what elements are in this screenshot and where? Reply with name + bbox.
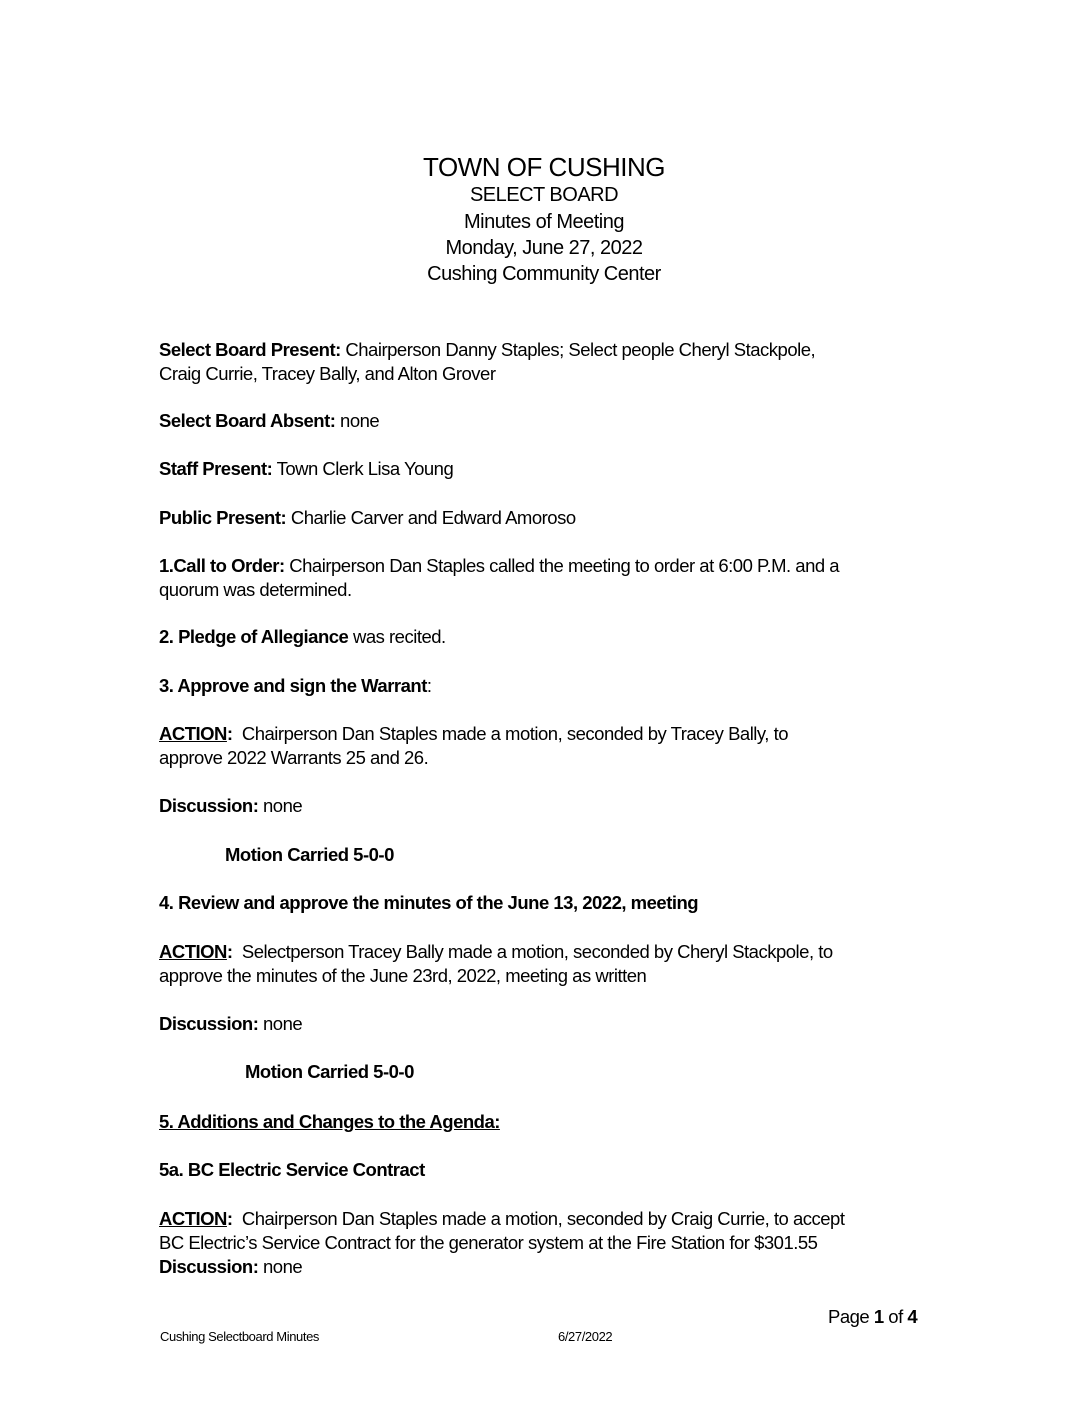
call-to-order-text: Chairperson Dan Staples called the meeting to order at 6:00 P.M. and a xyxy=(284,555,840,576)
bc-discussion-label: Discussion: xyxy=(159,1256,259,1277)
bc-electric-action xyxy=(159,1207,949,1279)
public-present-text: Charlie Carver and Edward Amoroso xyxy=(286,507,576,528)
additions-heading xyxy=(159,1110,949,1134)
warrant-discussion xyxy=(159,794,949,818)
board-absent-text: none xyxy=(335,410,380,431)
town-title: TOWN OF CUSHING xyxy=(423,152,665,182)
minutes-heading xyxy=(159,891,949,915)
board-title: SELECT BOARD xyxy=(469,184,619,206)
warrant-action-colon: : xyxy=(226,723,233,744)
minutes-motion-result xyxy=(245,1060,1035,1084)
page-total: 4 xyxy=(907,1306,918,1327)
warrant-colon: : xyxy=(426,675,432,696)
minutes-action-colon: : xyxy=(226,941,233,962)
bc-action-text: Chairperson Dan Staples made a motion, seconded by Craig Currie, to accept xyxy=(232,1208,845,1229)
call-to-order-text-2: quorum was determined. xyxy=(159,579,352,600)
warrant-label: 3. Approve and sign the Warrant xyxy=(159,675,427,696)
warrant-motion-result-text: Motion Carried 5-0-0 xyxy=(225,844,394,865)
bc-electric-heading-text: 5a. BC Electric Service Contract xyxy=(159,1159,425,1180)
page-prefix: Page xyxy=(828,1306,874,1327)
minutes-discussion-label: Discussion: xyxy=(159,1013,259,1034)
page-of: of xyxy=(883,1306,908,1327)
board-present-text-2: Craig Currie, Tracey Bally, and Alton Grover xyxy=(159,363,496,384)
minutes-action xyxy=(159,940,949,988)
meeting-date: Monday, June 27, 2022 xyxy=(445,237,643,259)
warrant-discussion-text: none xyxy=(258,795,303,816)
pledge-label: 2. Pledge of Allegiance xyxy=(159,626,349,647)
board-present-text: Chairperson Danny Staples; Select people Cheryl Stackpole, xyxy=(340,339,816,360)
footer-title: Cushing Selectboard Minutes xyxy=(160,1329,320,1344)
call-to-order xyxy=(159,554,949,602)
public-present xyxy=(159,506,949,530)
page-current: 1 xyxy=(873,1306,884,1327)
warrant-action-text: Chairperson Dan Staples made a motion, seconded by Tracey Bally, to xyxy=(232,723,789,744)
doc-type: Minutes of Meeting xyxy=(464,211,624,233)
meeting-location: Cushing Community Center xyxy=(427,263,661,285)
minutes-action-text-2: approve the minutes of the June 23rd, 2022, meeting as written xyxy=(159,965,647,986)
minutes-action-text: Selectperson Tracey Bally made a motion, seconded by Cheryl Stackpole, to xyxy=(232,941,833,962)
public-present-label: Public Present: xyxy=(159,507,287,528)
staff-present xyxy=(159,457,949,481)
bc-action-text-2: BC Electric’s Service Contract for the generator system at the Fire Station for $301.55 xyxy=(159,1232,818,1253)
bc-action-colon: : xyxy=(226,1208,233,1229)
board-absent-label: Select Board Absent: xyxy=(159,410,336,431)
bc-discussion-text: none xyxy=(258,1256,303,1277)
minutes-heading-text: 4. Review and approve the minutes of the June 13, 2022, meeting xyxy=(159,892,699,913)
staff-present-text: Town Clerk Lisa Young xyxy=(272,458,454,479)
minutes-action-label: ACTION xyxy=(159,941,227,962)
board-absent xyxy=(159,409,949,433)
warrant-discussion-label: Discussion: xyxy=(159,795,259,816)
minutes-discussion-text: none xyxy=(258,1013,303,1034)
bc-action-label: ACTION xyxy=(159,1208,227,1229)
additions-heading-text: 5. Additions and Changes to the Agenda: xyxy=(159,1111,500,1132)
staff-present-label: Staff Present: xyxy=(159,458,273,479)
bc-electric-heading xyxy=(159,1158,949,1182)
board-present-label: Select Board Present: xyxy=(159,339,341,360)
minutes-motion-result-text: Motion Carried 5-0-0 xyxy=(245,1061,414,1082)
warrant-action-label: ACTION xyxy=(159,723,227,744)
warrant-motion-result xyxy=(225,843,1015,867)
pledge-text: was recited. xyxy=(348,626,446,647)
board-present xyxy=(159,338,949,386)
page-number xyxy=(828,1306,917,1328)
footer-date: 6/27/2022 xyxy=(558,1329,613,1344)
warrant-heading xyxy=(159,674,949,698)
pledge xyxy=(159,625,949,649)
warrant-action xyxy=(159,722,949,770)
minutes-discussion xyxy=(159,1012,949,1036)
call-to-order-label: 1.Call to Order: xyxy=(159,555,285,576)
warrant-action-text-2: approve 2022 Warrants 25 and 26. xyxy=(159,747,429,768)
